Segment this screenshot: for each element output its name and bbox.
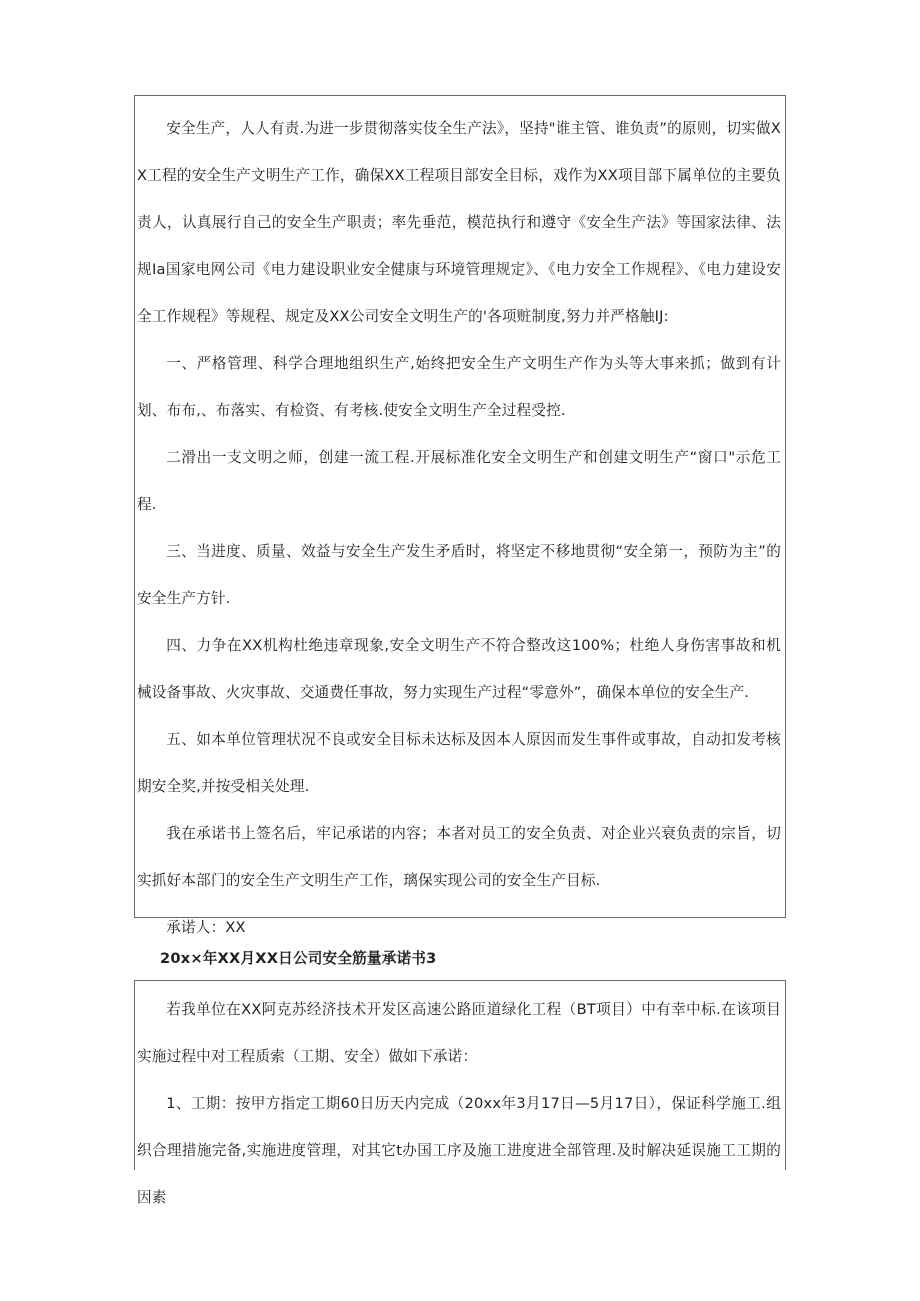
pledge-paragraph: 我在承诺书上签名后，牢记承诺的内容；本者对员工的安全负责、对企业兴衰负责的宗旨，切实抓好本部门的安全生产文明生产工作，璃保实现公司的安全生产目标.: [137, 825, 781, 889]
commitment-letter-body: [135, 96, 785, 951]
intro-paragraph: 安全生产，人人有责.为进一步贯彻落实伎全生产法》，坚持"谁主管、谁负责”的原则，切实做XX工程的安全生产文明生产工作，确保XX工程项目部安全目标，戏作为XX项目部下属单位的主要负责人，认真展行自己的安全生产职责；率先垂范，模范执行和遵守《安全生产法》等国家法律、法规Ia国家电网公司《电力建设职业安全健康与环境管理规定》、《电力安全工作规程》、《电力建设安全工作规程》等规程、规定及XX公司安全文明生产的'各项赃制度,努力并严格触IJ:: [137, 120, 781, 325]
bid-intro-paragraph: 若我单位在XX阿克苏经济技术开发区高速公路匝道绿化工程（BT项目）中有幸中标.在该项目实施过程中对工程质索（工期、安全）做如下承诺：: [137, 1001, 781, 1065]
clause-3-paragraph: 三、当进度、质量、效益与安全生产发生矛盾时，将坚定不移地贯彻“安全第一，预防为主”的安全生产方针.: [137, 543, 781, 607]
clause-1-paragraph: 一、严格管理、科学合理地组织生产,始终把安全生产文明生产作为头等大事来抓；做到有计划、布布,、布落实、有检资、有考核.使安全文明生产全过程受控.: [137, 355, 781, 419]
clause-2-paragraph: 二滑出一支文明之师，创建一流工程.开展标准化安全文明生产和创建文明生产“窗口"示危工程.: [137, 449, 781, 513]
quality-commitment-box: [134, 980, 786, 1206]
section-title: 20x×年XX月XX日公司安全筋量承诺书3: [160, 950, 437, 967]
signatory-line: 承诺人：XX: [166, 919, 246, 936]
clause-4-paragraph: 四、力争在XX机构杜绝违章现象,安全文明生产不符合整改这100%；杜绝人身伤害事故和机械设备事故、火灾事故、交通费任事故，努力实现生产过程“零意外”，确保本单位的安全生产.: [137, 637, 781, 701]
schedule-clause-paragraph: 1、工期：按甲方指定工期60日历天内完成（20xx年3月17日—5月17日），保证科学施工.组织合理措施完备,实施进度管理，对其它t办国工序及施工进度进全部管理.及时解决延误施工工期的因素: [137, 1095, 781, 1206]
clause-5-paragraph: 五、如本单位管理状况不良或安全目标未达标及因本人原因而发生事件或事故，自动扣发考核期安全奖,并按受相关处理.: [137, 731, 781, 795]
commitment-letter-box: [134, 95, 786, 936]
quality-commitment-body: [135, 981, 785, 1221]
